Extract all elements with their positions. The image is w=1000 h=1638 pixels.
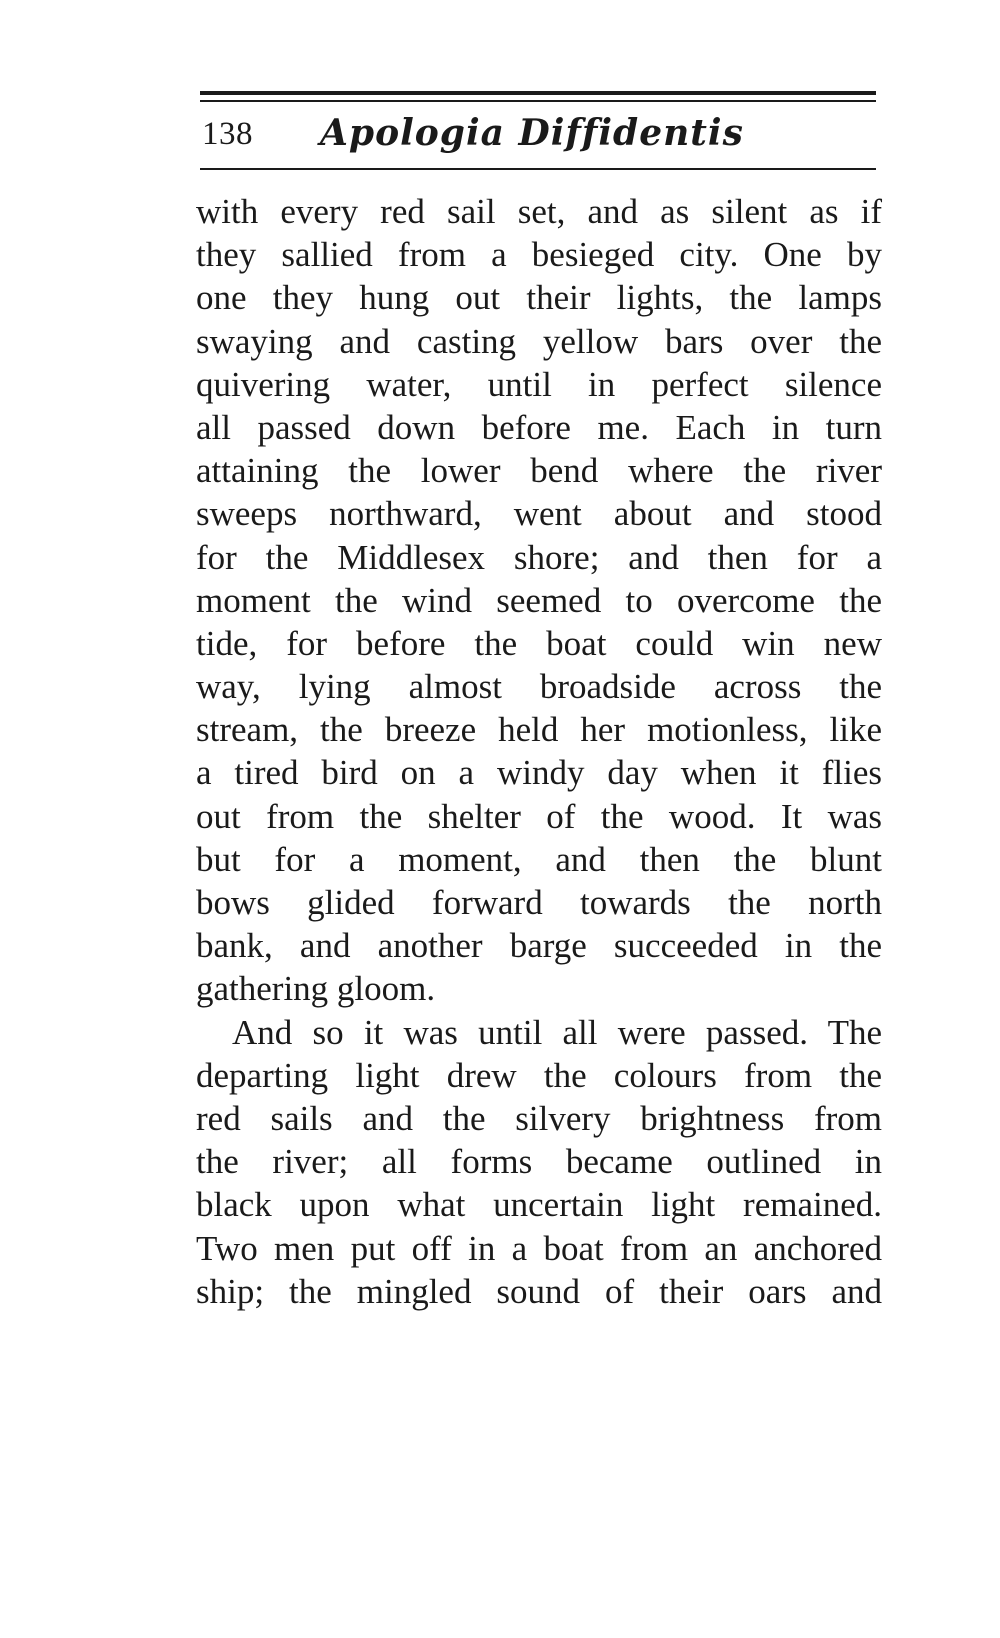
text-line: they sallied from a besieged city. One by [196, 235, 882, 275]
text-line: all passed down before me. Each in turn [196, 407, 882, 447]
text-line: tide, for before the boat could win new [196, 623, 882, 663]
text-line: sweeps northward, went about and stood [196, 494, 882, 534]
text-line: moment the wind seemed to overcome the [196, 580, 882, 620]
text-line: attaining the lower bend where the river [196, 451, 882, 491]
text-line: departing light drew the colours from the [196, 1055, 882, 1095]
text-line: a tired bird on a windy day when it flies [196, 753, 882, 793]
text-line: bows glided forward towards the north [196, 883, 882, 922]
header-rule-thin [200, 100, 876, 102]
header-rule-bottom [200, 168, 876, 170]
running-title: Apologia Diffidentis [320, 112, 744, 154]
text-line: but for a moment, and then the blunt [196, 839, 882, 879]
text-line: out from the shelter of the wood. It was [196, 796, 882, 836]
text-line: the river; all forms became outlined in [196, 1142, 882, 1182]
text-line: Two men put off in a boat from an anchored [196, 1228, 882, 1268]
header-rule-thick [200, 91, 876, 95]
text-line: gathering gloom. [196, 969, 436, 1009]
text-line: one they hung out their lights, the lamps [196, 278, 882, 318]
text-line: black upon what uncertain light remained. [196, 1185, 882, 1225]
text-line: swaying and casting yellow bars over the [196, 321, 882, 361]
page-header [200, 110, 876, 162]
text-line: red sails and the silvery brightness from [196, 1098, 882, 1138]
text-line: for the Middlesex shore; and then for a [196, 537, 882, 577]
text-line: way, lying almost broadside across the [196, 667, 882, 707]
text-line: quivering water, until in perfect silence [196, 364, 882, 404]
text-line: stream, the breeze held her motionless, like [196, 710, 882, 750]
text-line: bank, and another barge succeeded in the [196, 926, 882, 966]
body-text [196, 190, 882, 1313]
text-line: with every red sail set, and as silent as if [196, 192, 882, 231]
page-number: 138 [202, 116, 253, 152]
text-line: And so it was until all were passed. The [232, 1012, 882, 1052]
text-line: ship; the mingled sound of their oars and [196, 1271, 882, 1311]
